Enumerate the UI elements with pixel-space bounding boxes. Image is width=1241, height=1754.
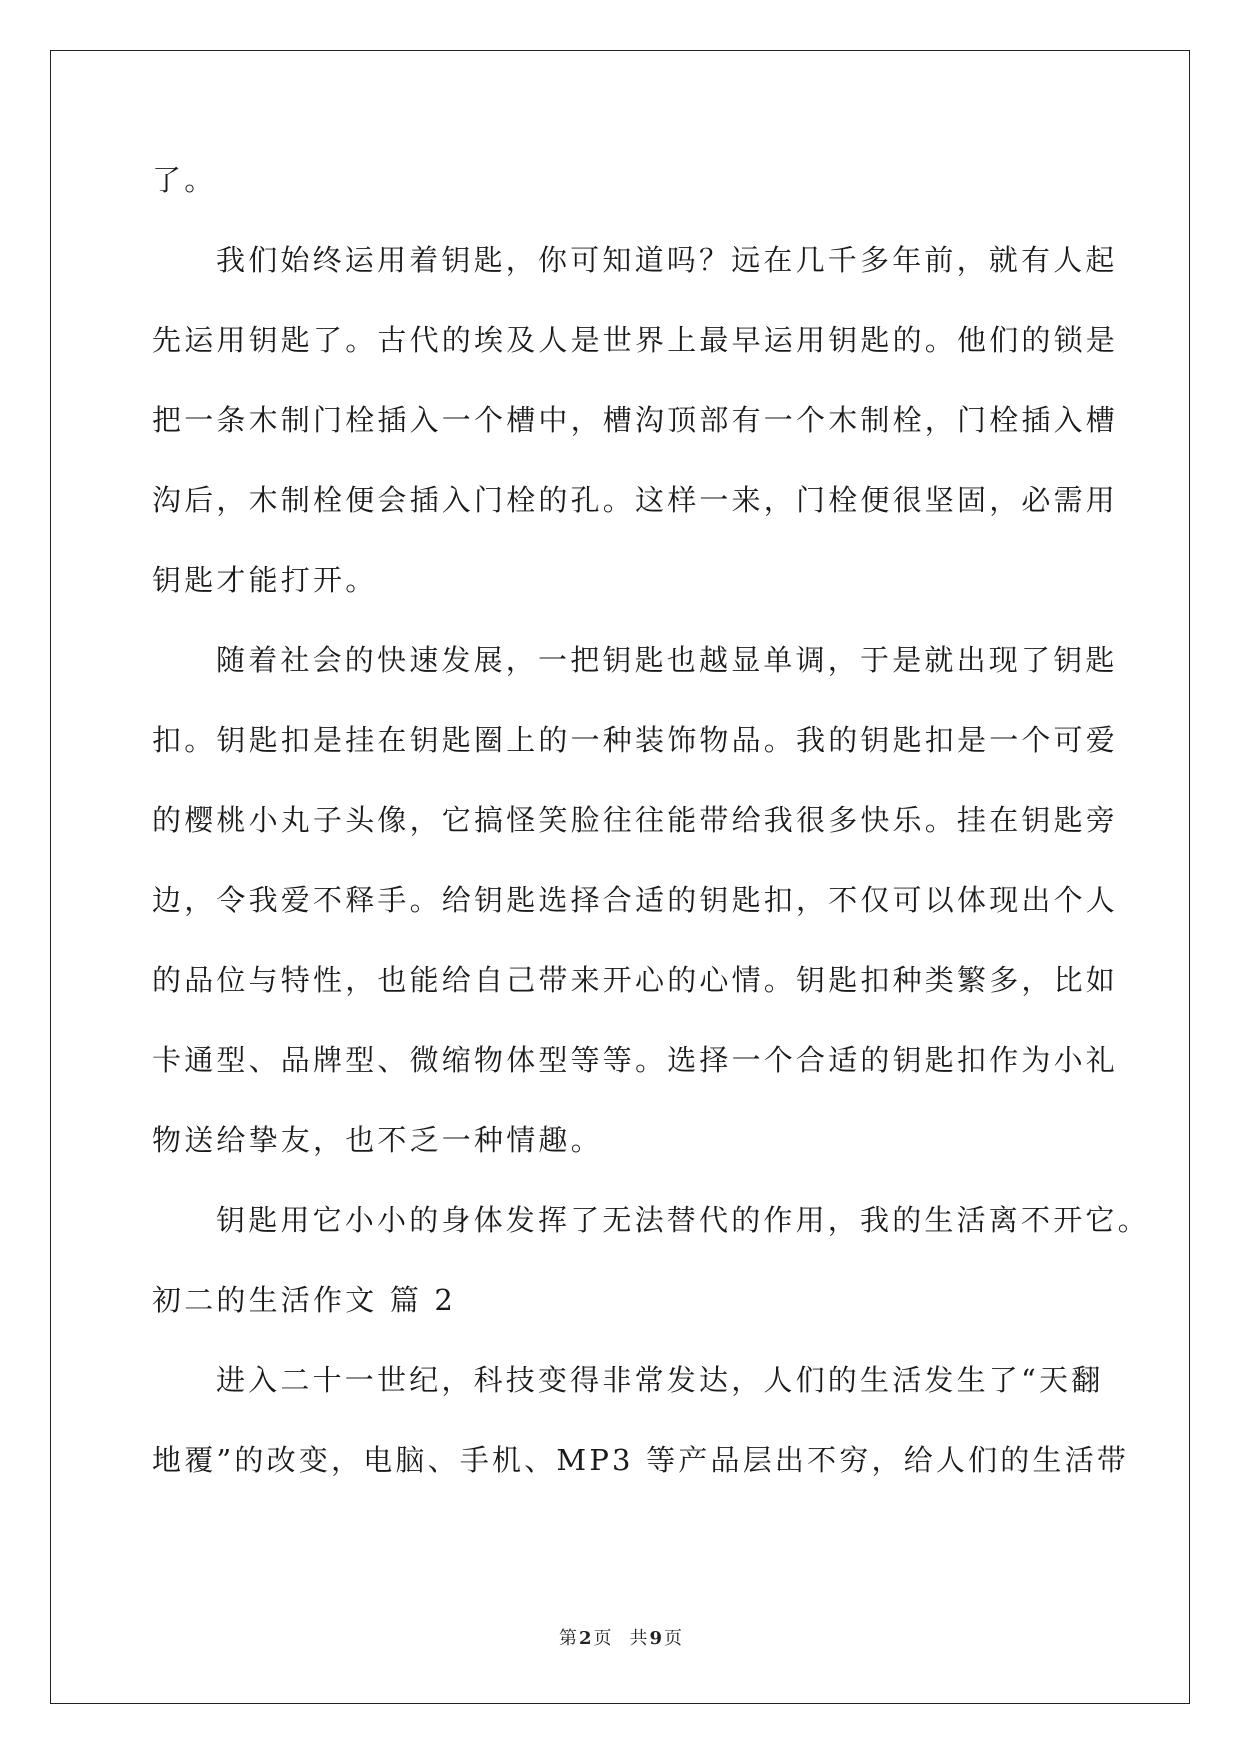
footer-prefix: 第 xyxy=(558,1628,577,1649)
footer-mid: 页 共 xyxy=(593,1628,648,1649)
text-line: 先运用钥匙了。古代的埃及人是世界上最早运用钥匙的。他们的锁是 xyxy=(152,323,1119,357)
text-line: 了。 xyxy=(152,163,217,197)
text-line: 的品位与特性，也能给自己带来开心的心情。钥匙扣种类繁多，比如 xyxy=(152,963,1119,997)
page-footer xyxy=(0,1624,1241,1650)
text-line: 扣。钥匙扣是挂在钥匙圈上的一种装饰物品。我的钥匙扣是一个可爱 xyxy=(152,723,1119,757)
paragraph-start: 进入二十一世纪，科技变得非常发达，人们的生活发生了“天翻 xyxy=(216,1363,1104,1397)
footer-page-number: 2 xyxy=(578,1628,592,1649)
document-body xyxy=(152,152,1150,1512)
text-line: 地覆”的改变，电脑、手机、MP3 等产品层出不穷，给人们的生活带 xyxy=(152,1443,1130,1477)
footer-total-pages: 9 xyxy=(649,1628,663,1649)
paragraph-start: 钥匙用它小小的身体发挥了无法替代的作用，我的生活离不开它。 xyxy=(216,1203,1150,1237)
text-line: 沟后，木制栓便会插入门栓的孔。这样一来，门栓便很坚固，必需用 xyxy=(152,483,1119,517)
text-line: 把一条木制门栓插入一个槽中，槽沟顶部有一个木制栓，门栓插入槽 xyxy=(152,403,1119,437)
section-heading: 初二的生活作文 篇 2 xyxy=(152,1283,457,1317)
footer-suffix: 页 xyxy=(664,1628,683,1649)
text-line: 物送给挚友，也不乏一种情趣。 xyxy=(152,1123,603,1157)
text-line: 边，令我爱不释手。给钥匙选择合适的钥匙扣，不仅可以体现出个人 xyxy=(152,883,1119,917)
paragraph-start: 随着社会的快速发展，一把钥匙也越显单调，于是就出现了钥匙 xyxy=(216,643,1118,677)
paragraph-start: 我们始终运用着钥匙，你可知道吗？远在几千多年前，就有人起 xyxy=(216,243,1118,277)
text-line: 卡通型、品牌型、微缩物体型等等。选择一个合适的钥匙扣作为小礼 xyxy=(152,1043,1119,1077)
text-line: 的樱桃小丸子头像，它搞怪笑脸往往能带给我很多快乐。挂在钥匙旁 xyxy=(152,803,1119,837)
text-line: 钥匙才能打开。 xyxy=(152,563,378,597)
